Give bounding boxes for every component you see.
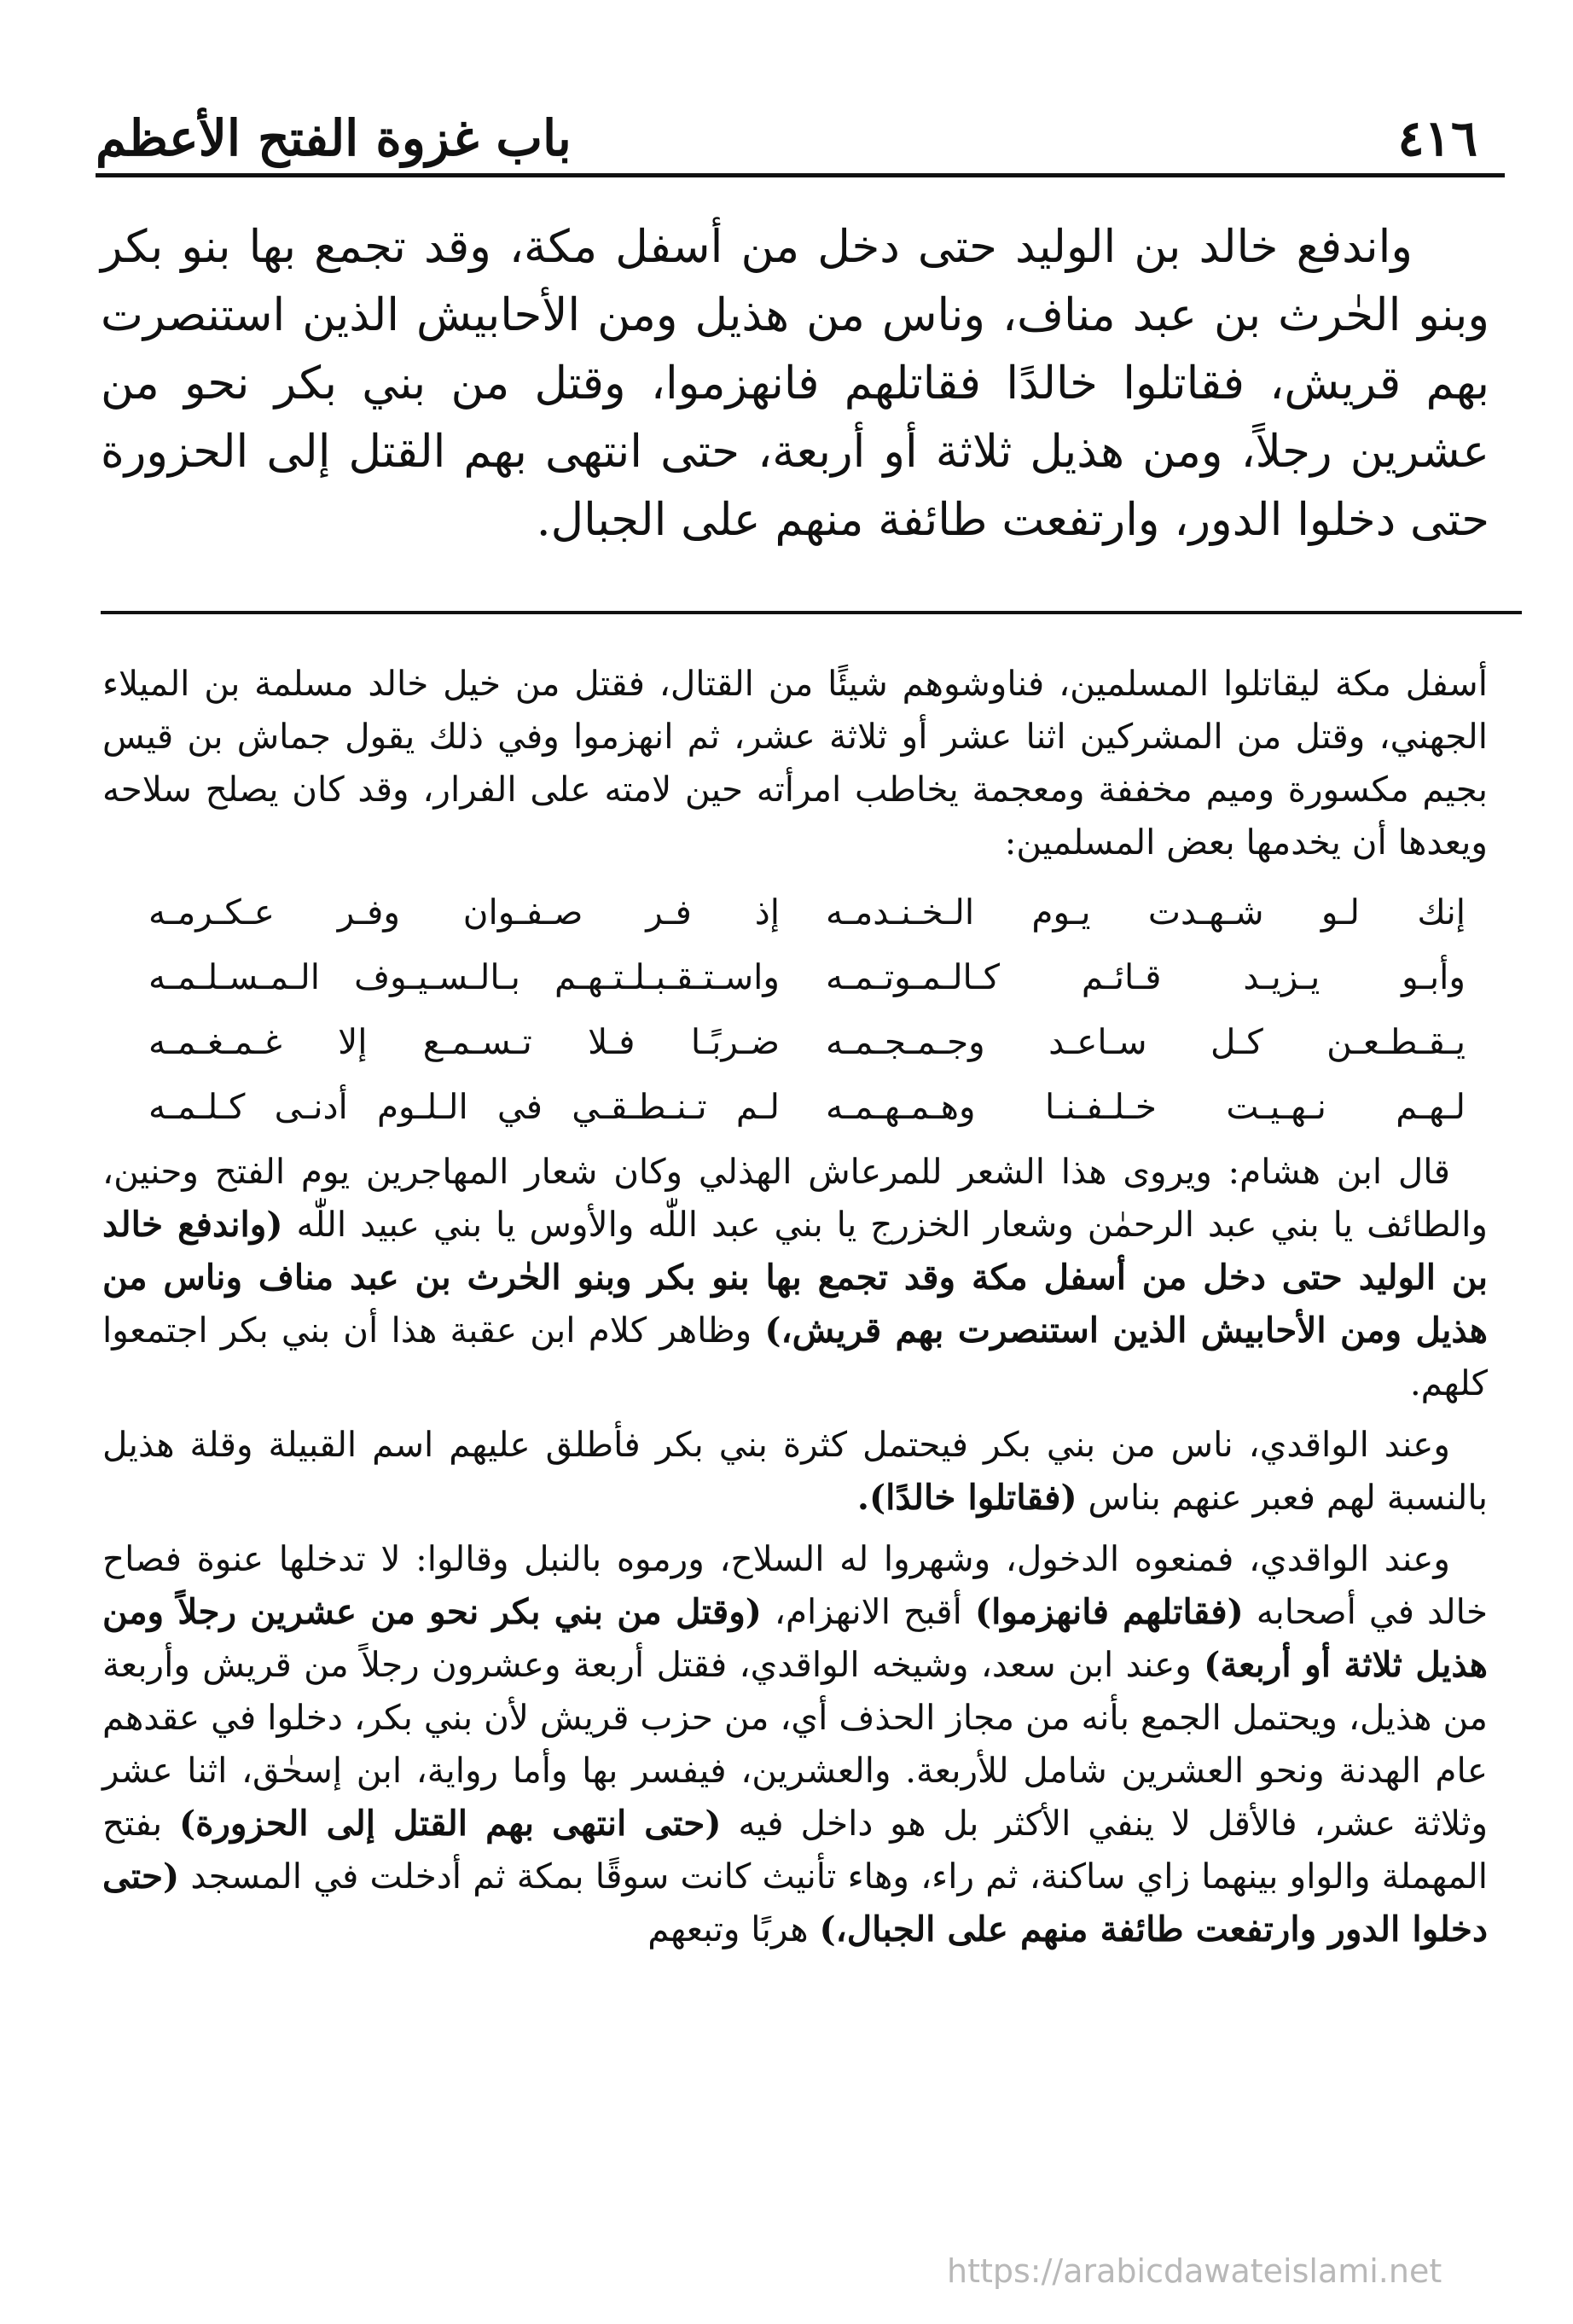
commentary: [102, 657, 1488, 1955]
commentary-text: وعند الواقدي، ناس من بني بكر فيحتمل كثرة بني بكر فأطلق عليهم اسم القبيلة وقلة هذيل بالنسبة لهم فعبر عنهم بناس: [102, 1424, 1488, 1518]
verse-second-hemistich: واسـتـقـبـلـتـهـم بـالـسـيـوف الـمـسـلـمـه: [148, 956, 780, 997]
commentary-text: هربًا وتبعهم: [647, 1909, 820, 1949]
commentary-paragraph: [102, 1145, 1488, 1409]
poem: [102, 880, 1488, 1140]
quoted-main-text: (فقاتلوا خالدًا).: [856, 1477, 1077, 1518]
commentary-text: وظاهر كلام ابن عقبة هذا أن بني بكر اجتمعوا كلهم.: [102, 1310, 1488, 1403]
poem-verse: [102, 945, 1488, 1010]
commentary-text: وعند ابن سعد، وشيخه الواقدي، فقتل أربعة وعشرون رجلاً من قريش وأربعة من هذيل، ويحتمل الجمع بأنه من مجاز الحذف أي، من حزب قريش لأن بني بكر، دخلوا في عقدهم عام الهدنة ونحو العشرين شامل للأربعة. والعشرين، فيفسر بها وأما رواية، ابن إسحٰق، اثنا عشر وثلاثة عشر، فالأقل لا ينفي الأكثر بل هو داخل فيه: [102, 1644, 1489, 1844]
commentary-paragraph: [102, 1532, 1488, 1955]
header-rule: [96, 173, 1505, 177]
commentary-paragraph: [102, 1418, 1488, 1524]
commentary-divider: [101, 611, 1522, 614]
commentary-text: قال ابن هشام: ويروى هذا الشعر للمرعاش الهذلي وكان شعار المهاجرين يوم الفتح وحنين، والطائف يا بني عبد الرحمٰن وشعار الخزرج يا بني عبد اللّٰه والأوس يا بني عبيد اللّٰه: [102, 1151, 1488, 1245]
chapter-title: باب غزوة الفتح الأعظم: [96, 109, 572, 167]
verse-second-hemistich: إذ فـر صـفـوان وفـر عـكـرمـه: [148, 892, 780, 933]
quoted-main-text: (حتى دخلوا الدور وارتفعت طائفة منهم على الجبال،): [102, 1856, 1488, 1949]
verse-first-hemistich: وأبـو يـزيـد قـائـم كـالـمـوتـمـه: [826, 956, 1466, 997]
quoted-main-text: (وقتل من بني بكر نحو من عشرين رجلاً ومن هذيل ثلاثة أو أربعة): [102, 1591, 1488, 1685]
main-text: [101, 213, 1489, 555]
poem-verse: [102, 1010, 1488, 1075]
verse-first-hemistich: لـهـم نـهـيـت خـلـفـنـا وهـمـهـمـه: [826, 1086, 1466, 1127]
page-header: [96, 94, 1495, 171]
commentary-text: وعند الواقدي، فمنعوه الدخول، وشهروا له السلاح، ورموه بالنبل وقالوا: لا تدخلها عنوة فصاح خالد في أصحابه: [102, 1538, 1488, 1632]
verse-second-hemistich: ضـربًـا فـلا تـسـمـع إلا غـمـغـمـه: [148, 1021, 780, 1062]
commentary-intro: أسفل مكة ليقاتلوا المسلمين، فناوشوهم شيئًا من القتال، فقتل من خيل خالد مسلمة بن الميلاء الجهني، وقتل من المشركين اثنا عشر أو ثلاثة عشر، ثم انهزموا وفي ذلك يقول جماش بن قيس بجيم مكسورة وميم مخففة ومعجمة يخاطب امرأته حين لامته على الفرار، وقد كان يصلح سلاحه ويعدها أن يخدمها بعض المسلمين:: [102, 663, 1488, 863]
verse-second-hemistich: لـم تـنـطـقـي في الـلـوم أدنـى كـلـمـه: [148, 1086, 780, 1127]
quoted-main-text: (حتى انتهى بهم القتل إلى الحزورة): [178, 1803, 722, 1844]
watermark-url: https://arabicdawateislami.net: [947, 2252, 1442, 2290]
main-paragraph: واندفع خالد بن الوليد حتى دخل من أسفل مكة، وقد تجمع بها بنو بكر وبنو الحٰرث بن عبد مناف، وناس من هذيل ومن الأحابيش الذين استنصرت بهم قريش، فقاتلوا خالدًا فقاتلهم فانهزموا، وقتل من بني بكر نحو من عشرين رجلاً، ومن هذيل ثلاثة أو أربعة، حتى انتهى بهم القتل إلى الحزورة حتى دخلوا الدور، وارتفعت طائفة منهم على الجبال.: [101, 221, 1489, 546]
commentary-text: بفتح المهملة والواو بينهما زاي ساكنة، ثم راء، وهاء تأنيث كانت سوقًا بمكة ثم أدخلت في المسجد: [102, 1803, 1488, 1897]
poem-verse: [102, 1075, 1488, 1140]
verse-first-hemistich: إنك لـو شـهـدت يـوم الـخـنـدمـه: [826, 892, 1466, 933]
verse-first-hemistich: يـقـطـعـن كـل سـاعـد وجـمـجـمـه: [826, 1021, 1466, 1062]
quoted-main-text: (واندفع خالد بن الوليد حتى دخل من أسفل مكة وقد تجمع بها بنو بكر وبنو الحٰرث بن عبد مناف وناس من هذيل ومن الأحابيش الذين استنصرت بهم قريش،): [102, 1204, 1488, 1351]
poem-verse: [102, 880, 1488, 945]
page-number: ٤١٦: [1397, 109, 1477, 167]
quoted-main-text: (فقاتلهم فانهزموا): [974, 1591, 1244, 1632]
commentary-text: أقبح الانهزام،: [761, 1591, 975, 1632]
